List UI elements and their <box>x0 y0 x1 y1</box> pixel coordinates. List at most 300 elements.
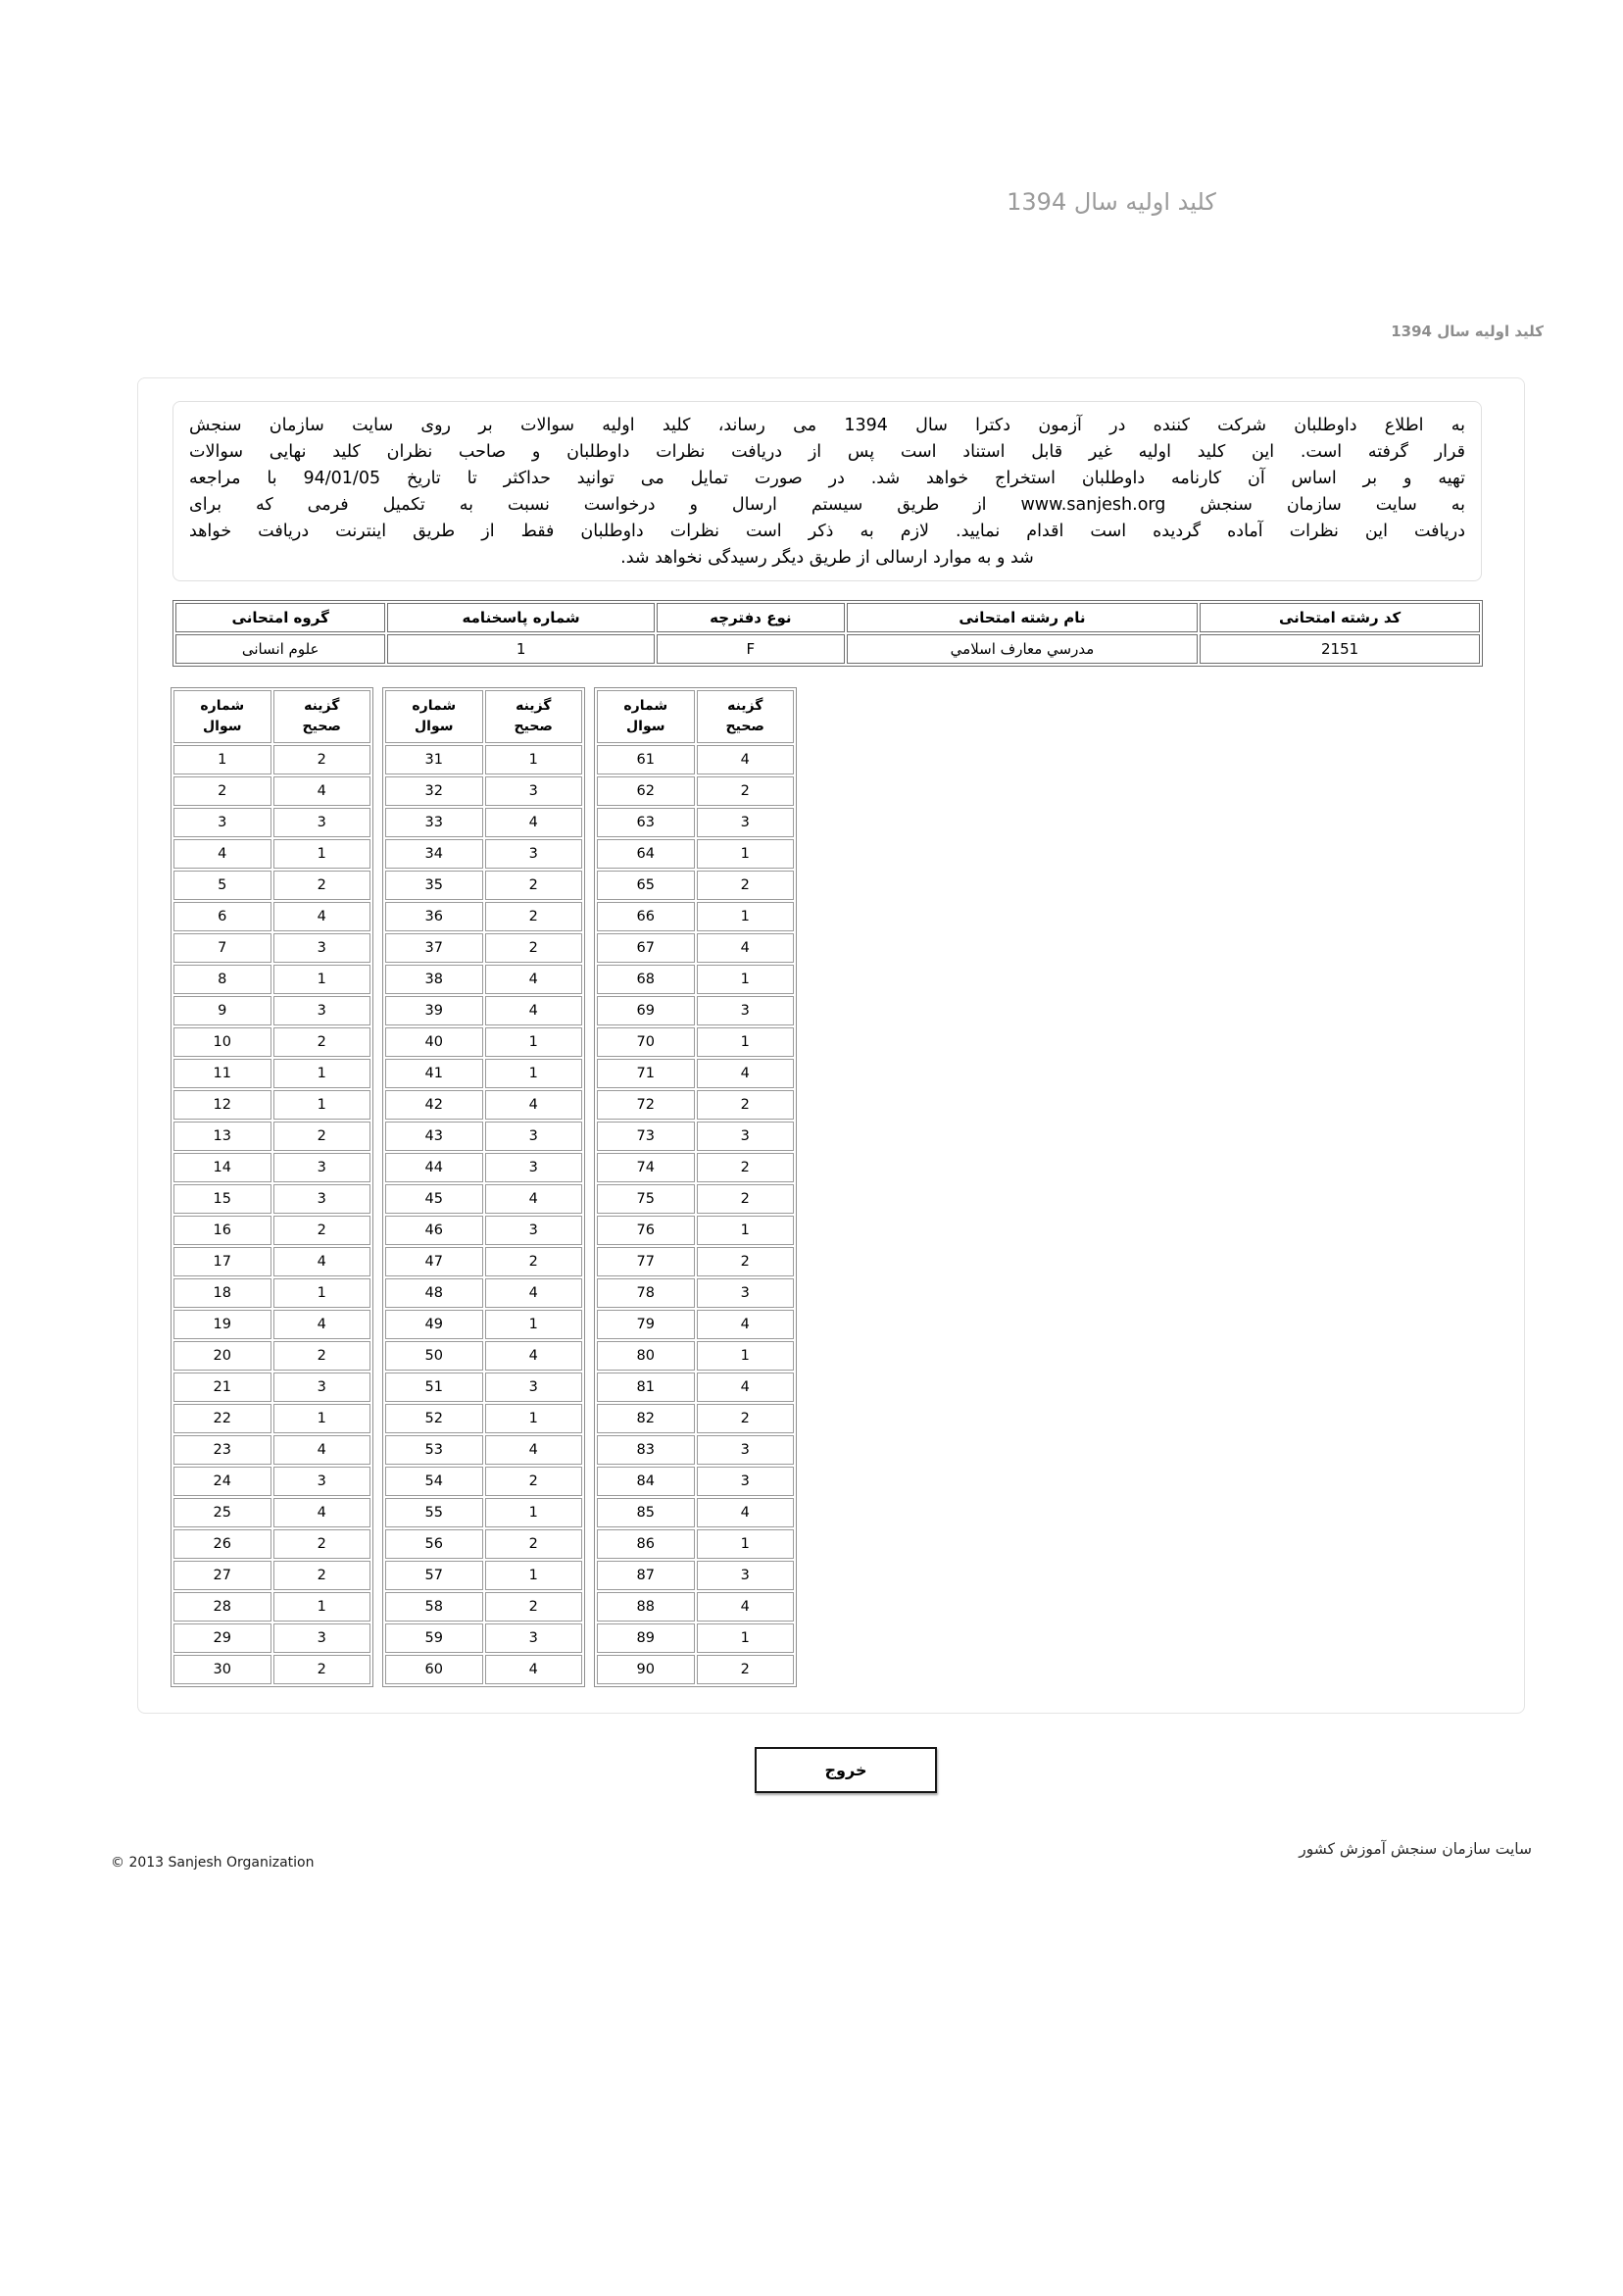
answer-key-header-row <box>173 690 370 743</box>
answer-key-row <box>597 1247 794 1276</box>
question-number-cell: 63 <box>597 808 695 837</box>
answer-key-row <box>385 1498 582 1527</box>
question-number-cell: 57 <box>385 1561 483 1590</box>
question-number-cell: 12 <box>173 1090 271 1120</box>
correct-option-cell: 4 <box>273 902 371 931</box>
answer-key-row <box>173 808 370 837</box>
question-number-cell: 45 <box>385 1184 483 1214</box>
correct-option-cell: 2 <box>485 1247 583 1276</box>
correct-option-cell: 4 <box>273 1247 371 1276</box>
correct-option-cell: 3 <box>485 1216 583 1245</box>
answer-key-row <box>597 1278 794 1308</box>
answer-key-row <box>173 1027 370 1057</box>
question-number-cell: 80 <box>597 1341 695 1371</box>
answer-key-row <box>173 1278 370 1308</box>
header-exam-group: گروه امتحانی <box>175 603 385 632</box>
correct-option-cell: 1 <box>273 965 371 994</box>
answer-key-row <box>385 996 582 1025</box>
answer-key-row <box>385 965 582 994</box>
answer-key-row <box>385 1153 582 1182</box>
answer-key-tables <box>171 687 797 1687</box>
correct-option-cell: 1 <box>697 839 795 869</box>
correct-option-cell: 3 <box>697 808 795 837</box>
page-title: کلید اولیه سال 1394 <box>1007 188 1216 216</box>
answer-key-row <box>173 1090 370 1120</box>
answer-key-row <box>385 1467 582 1496</box>
question-number-cell: 25 <box>173 1498 271 1527</box>
question-number-cell: 30 <box>173 1655 271 1684</box>
question-number-cell: 79 <box>597 1310 695 1339</box>
question-number-cell: 41 <box>385 1059 483 1088</box>
question-number-cell: 54 <box>385 1467 483 1496</box>
correct-option-cell: 3 <box>485 1122 583 1151</box>
correct-option-cell: 3 <box>273 1153 371 1182</box>
correct-option-cell: 1 <box>697 1529 795 1559</box>
correct-option-cell: 3 <box>485 776 583 806</box>
correct-option-cell: 1 <box>485 1404 583 1433</box>
answer-key-row <box>173 776 370 806</box>
answer-key-row <box>597 871 794 900</box>
correct-option-cell: 1 <box>697 1341 795 1371</box>
answer-key-row <box>385 871 582 900</box>
correct-option-cell: 2 <box>273 1216 371 1245</box>
question-number-cell: 89 <box>597 1623 695 1653</box>
header-exam-field-code: کد رشته امتحانی <box>1200 603 1480 632</box>
correct-option-cell: 4 <box>697 933 795 963</box>
question-number-cell: 74 <box>597 1153 695 1182</box>
question-number-cell: 53 <box>385 1435 483 1465</box>
answer-key-row <box>597 808 794 837</box>
correct-option-cell: 1 <box>485 745 583 774</box>
notice-line: شد و به موارد ارسالی از طریق دیگر رسیدگی نخواهد شد. <box>620 548 1034 568</box>
correct-option-cell: 4 <box>697 1310 795 1339</box>
answer-key-row <box>597 1561 794 1590</box>
question-number-cell: 14 <box>173 1153 271 1182</box>
question-number-cell: 70 <box>597 1027 695 1057</box>
question-number-cell: 6 <box>173 902 271 931</box>
question-number-cell: 68 <box>597 965 695 994</box>
answer-key-row <box>597 902 794 931</box>
question-number-cell: 59 <box>385 1623 483 1653</box>
question-number-cell: 24 <box>173 1467 271 1496</box>
correct-option-cell: 3 <box>697 1561 795 1590</box>
header-correct-option: گزینه صحیح <box>697 690 795 743</box>
question-number-cell: 48 <box>385 1278 483 1308</box>
question-number-cell: 85 <box>597 1498 695 1527</box>
question-number-cell: 22 <box>173 1404 271 1433</box>
question-number-cell: 46 <box>385 1216 483 1245</box>
notice-line: به سایت سازمان سنجش www.sanjesh.org از طریق سیستم ارسال و درخواست نسبت به تکمیل فرمی که برای <box>189 495 1465 515</box>
answer-key-row <box>597 1153 794 1182</box>
correct-option-cell: 3 <box>273 933 371 963</box>
correct-option-cell: 2 <box>273 1655 371 1684</box>
answer-key-row <box>597 933 794 963</box>
answer-key-row <box>597 1216 794 1245</box>
correct-option-cell: 1 <box>273 1404 371 1433</box>
answer-key-row <box>173 1655 370 1684</box>
question-number-cell: 15 <box>173 1184 271 1214</box>
correct-option-cell: 1 <box>273 1592 371 1622</box>
correct-option-cell: 2 <box>697 1655 795 1684</box>
answer-key-row <box>597 1122 794 1151</box>
correct-option-cell: 3 <box>697 1122 795 1151</box>
notice-box <box>172 401 1482 581</box>
main-panel <box>137 377 1525 1714</box>
answer-key-row <box>385 839 582 869</box>
answer-key-row <box>385 1623 582 1653</box>
answer-key-row <box>173 839 370 869</box>
question-number-cell: 64 <box>597 839 695 869</box>
question-number-cell: 77 <box>597 1247 695 1276</box>
answer-key-row <box>597 1310 794 1339</box>
correct-option-cell: 4 <box>485 996 583 1025</box>
correct-option-cell: 4 <box>485 965 583 994</box>
header-exam-field-name: نام رشته امتحانی <box>847 603 1199 632</box>
correct-option-cell: 2 <box>485 902 583 931</box>
question-number-cell: 52 <box>385 1404 483 1433</box>
correct-option-cell: 2 <box>697 1153 795 1182</box>
question-number-cell: 49 <box>385 1310 483 1339</box>
correct-option-cell: 2 <box>485 1467 583 1496</box>
question-number-cell: 36 <box>385 902 483 931</box>
question-number-cell: 84 <box>597 1467 695 1496</box>
header-question-number: شماره سوال <box>173 690 271 743</box>
question-number-cell: 3 <box>173 808 271 837</box>
answer-key-header-row <box>597 690 794 743</box>
answer-key-row <box>597 1404 794 1433</box>
question-number-cell: 51 <box>385 1373 483 1402</box>
question-number-cell: 2 <box>173 776 271 806</box>
answer-key-table-2 <box>382 687 585 1687</box>
correct-option-cell: 1 <box>697 1027 795 1057</box>
answer-key-row <box>385 1059 582 1088</box>
answer-key-row <box>173 1435 370 1465</box>
question-number-cell: 37 <box>385 933 483 963</box>
question-number-cell: 7 <box>173 933 271 963</box>
question-number-cell: 34 <box>385 839 483 869</box>
answer-key-row <box>597 1373 794 1402</box>
answer-key-row <box>385 1655 582 1684</box>
question-number-cell: 60 <box>385 1655 483 1684</box>
answer-key-row <box>173 933 370 963</box>
answer-key-row <box>173 1529 370 1559</box>
question-number-cell: 21 <box>173 1373 271 1402</box>
correct-option-cell: 3 <box>273 1184 371 1214</box>
question-number-cell: 1 <box>173 745 271 774</box>
answer-key-row <box>597 1027 794 1057</box>
exam-info-header-row <box>175 603 1480 632</box>
question-number-cell: 72 <box>597 1090 695 1120</box>
question-number-cell: 16 <box>173 1216 271 1245</box>
answer-key-row <box>385 1184 582 1214</box>
correct-option-cell: 3 <box>485 839 583 869</box>
answer-key-row <box>173 1059 370 1088</box>
question-number-cell: 9 <box>173 996 271 1025</box>
question-number-cell: 75 <box>597 1184 695 1214</box>
answer-key-row <box>385 1592 582 1622</box>
header-booklet-type: نوع دفترچه <box>657 603 845 632</box>
correct-option-cell: 1 <box>485 1498 583 1527</box>
value-booklet-type: F <box>657 634 845 664</box>
correct-option-cell: 4 <box>697 745 795 774</box>
question-number-cell: 10 <box>173 1027 271 1057</box>
question-number-cell: 90 <box>597 1655 695 1684</box>
value-exam-field-name: مدرسي معارف اسلامي <box>847 634 1199 664</box>
answer-key-row <box>385 1216 582 1245</box>
question-number-cell: 65 <box>597 871 695 900</box>
answer-key-row <box>173 1561 370 1590</box>
question-number-cell: 47 <box>385 1247 483 1276</box>
header-answersheet-number: شماره پاسخنامه <box>387 603 655 632</box>
answer-key-row <box>385 1404 582 1433</box>
answer-key-row <box>385 933 582 963</box>
correct-option-cell: 1 <box>697 902 795 931</box>
correct-option-cell: 2 <box>485 871 583 900</box>
question-number-cell: 58 <box>385 1592 483 1622</box>
correct-option-cell: 4 <box>485 1278 583 1308</box>
correct-option-cell: 4 <box>273 1310 371 1339</box>
question-number-cell: 44 <box>385 1153 483 1182</box>
correct-option-cell: 1 <box>485 1310 583 1339</box>
question-number-cell: 18 <box>173 1278 271 1308</box>
question-number-cell: 40 <box>385 1027 483 1057</box>
correct-option-cell: 3 <box>697 996 795 1025</box>
correct-option-cell: 3 <box>273 1373 371 1402</box>
correct-option-cell: 2 <box>697 776 795 806</box>
header-correct-option: گزینه صحیح <box>485 690 583 743</box>
answer-key-row <box>385 1435 582 1465</box>
footer-copyright: © 2013 Sanjesh Organization <box>111 1855 315 1871</box>
answer-key-row <box>173 1498 370 1527</box>
answer-key-row <box>173 1310 370 1339</box>
exit-button[interactable]: خروج <box>755 1747 937 1793</box>
correct-option-cell: 2 <box>485 933 583 963</box>
question-number-cell: 62 <box>597 776 695 806</box>
question-number-cell: 38 <box>385 965 483 994</box>
correct-option-cell: 2 <box>273 1122 371 1151</box>
correct-option-cell: 4 <box>485 1184 583 1214</box>
answer-key-row <box>173 871 370 900</box>
question-number-cell: 86 <box>597 1529 695 1559</box>
question-number-cell: 13 <box>173 1122 271 1151</box>
correct-option-cell: 3 <box>697 1467 795 1496</box>
answer-key-row <box>173 996 370 1025</box>
question-number-cell: 71 <box>597 1059 695 1088</box>
correct-option-cell: 1 <box>697 1623 795 1653</box>
correct-option-cell: 2 <box>273 745 371 774</box>
answer-key-table-3 <box>594 687 797 1687</box>
question-number-cell: 32 <box>385 776 483 806</box>
question-number-cell: 55 <box>385 1498 483 1527</box>
answer-key-row <box>385 1247 582 1276</box>
answer-key-row <box>385 1529 582 1559</box>
answer-key-row <box>385 1122 582 1151</box>
answer-key-row <box>385 1310 582 1339</box>
answer-key-row <box>597 1498 794 1527</box>
question-number-cell: 39 <box>385 996 483 1025</box>
notice-line: به اطلاع داوطلبان شرکت کننده در آزمون دکترا سال 1394 می رساند، کلید اولیه سوالات بر روی سایت سازمان سنجش <box>189 416 1465 435</box>
question-number-cell: 87 <box>597 1561 695 1590</box>
answer-key-row <box>385 902 582 931</box>
correct-option-cell: 4 <box>273 776 371 806</box>
correct-option-cell: 1 <box>273 1059 371 1088</box>
question-number-cell: 88 <box>597 1592 695 1622</box>
question-number-cell: 20 <box>173 1341 271 1371</box>
question-number-cell: 26 <box>173 1529 271 1559</box>
notice-line: دریافت این نظرات آماده گردیده است اقدام نمایید. لازم به ذکر است نظرات داوطلبان فقط از طریق اینترنت دریافت خواهد <box>189 522 1465 541</box>
question-number-cell: 67 <box>597 933 695 963</box>
question-number-cell: 27 <box>173 1561 271 1590</box>
correct-option-cell: 2 <box>697 1404 795 1433</box>
question-number-cell: 69 <box>597 996 695 1025</box>
notice-line: تهیه و بر اساس آن کارنامه داوطلبان استخراج خواهد شد. در صورت تمایل می توانید حداکثر تا تاریخ 94/01/05 با مراجعه <box>189 469 1465 488</box>
answer-key-row <box>173 1122 370 1151</box>
answer-key-row <box>597 1341 794 1371</box>
question-number-cell: 73 <box>597 1122 695 1151</box>
correct-option-cell: 2 <box>273 1341 371 1371</box>
question-number-cell: 8 <box>173 965 271 994</box>
question-number-cell: 23 <box>173 1435 271 1465</box>
question-number-cell: 11 <box>173 1059 271 1088</box>
answer-key-table-1 <box>171 687 373 1687</box>
answer-key-row <box>173 1184 370 1214</box>
question-number-cell: 19 <box>173 1310 271 1339</box>
answer-key-row <box>173 1153 370 1182</box>
question-number-cell: 17 <box>173 1247 271 1276</box>
correct-option-cell: 1 <box>273 1278 371 1308</box>
answer-key-row <box>173 745 370 774</box>
footer-site-name: سایت سازمان سنجش آموزش کشور <box>1299 1840 1532 1858</box>
question-number-cell: 42 <box>385 1090 483 1120</box>
answer-key-row <box>173 1592 370 1622</box>
correct-option-cell: 1 <box>485 1059 583 1088</box>
question-number-cell: 82 <box>597 1404 695 1433</box>
question-number-cell: 4 <box>173 839 271 869</box>
answer-key-row <box>597 965 794 994</box>
answer-key-row <box>173 965 370 994</box>
question-number-cell: 81 <box>597 1373 695 1402</box>
question-number-cell: 43 <box>385 1122 483 1151</box>
answer-key-row <box>597 839 794 869</box>
question-number-cell: 29 <box>173 1623 271 1653</box>
answer-key-row <box>597 1592 794 1622</box>
correct-option-cell: 4 <box>273 1435 371 1465</box>
answer-key-row <box>173 1467 370 1496</box>
correct-option-cell: 3 <box>485 1153 583 1182</box>
answer-key-row <box>173 1373 370 1402</box>
header-question-number: شماره سوال <box>385 690 483 743</box>
answer-key-row <box>173 1216 370 1245</box>
answer-key-row <box>385 1278 582 1308</box>
answer-key-row <box>385 776 582 806</box>
answer-key-row <box>597 1623 794 1653</box>
question-number-cell: 66 <box>597 902 695 931</box>
correct-option-cell: 1 <box>485 1027 583 1057</box>
answer-key-row <box>597 1655 794 1684</box>
question-number-cell: 31 <box>385 745 483 774</box>
answer-key-row <box>597 1059 794 1088</box>
question-number-cell: 76 <box>597 1216 695 1245</box>
correct-option-cell: 3 <box>485 1623 583 1653</box>
correct-option-cell: 4 <box>485 1435 583 1465</box>
exam-info-value-row <box>175 634 1480 664</box>
correct-option-cell: 2 <box>273 1529 371 1559</box>
correct-option-cell: 4 <box>485 1655 583 1684</box>
answer-key-row <box>385 1341 582 1371</box>
correct-option-cell: 3 <box>697 1278 795 1308</box>
correct-option-cell: 1 <box>485 1561 583 1590</box>
correct-option-cell: 1 <box>697 965 795 994</box>
answer-key-row <box>597 1184 794 1214</box>
correct-option-cell: 1 <box>273 1090 371 1120</box>
correct-option-cell: 4 <box>485 808 583 837</box>
answer-key-row <box>597 996 794 1025</box>
question-number-cell: 5 <box>173 871 271 900</box>
correct-option-cell: 2 <box>273 1027 371 1057</box>
answer-key-row <box>597 1435 794 1465</box>
correct-option-cell: 3 <box>273 996 371 1025</box>
answer-key-row <box>173 1247 370 1276</box>
answer-key-row <box>385 1373 582 1402</box>
answer-key-row <box>385 1561 582 1590</box>
header-question-number: شماره سوال <box>597 690 695 743</box>
answer-key-row <box>597 1467 794 1496</box>
answer-key-row <box>597 776 794 806</box>
question-number-cell: 28 <box>173 1592 271 1622</box>
correct-option-cell: 1 <box>697 1216 795 1245</box>
correct-option-cell: 4 <box>273 1498 371 1527</box>
correct-option-cell: 3 <box>273 808 371 837</box>
correct-option-cell: 2 <box>697 1090 795 1120</box>
question-number-cell: 78 <box>597 1278 695 1308</box>
correct-option-cell: 2 <box>697 871 795 900</box>
correct-option-cell: 4 <box>485 1341 583 1371</box>
answer-key-row <box>597 745 794 774</box>
value-answersheet-number: 1 <box>387 634 655 664</box>
correct-option-cell: 4 <box>697 1592 795 1622</box>
answer-key-row <box>173 1404 370 1433</box>
notice-line: قرار گرفته است. این کلید اولیه غیر قابل استناد است پس از دریافت نظرات داوطلبان و صاحب نظران کلید نهایی سوالات <box>189 442 1465 462</box>
correct-option-cell: 3 <box>485 1373 583 1402</box>
exam-info-table <box>172 600 1483 667</box>
answer-key-row <box>597 1529 794 1559</box>
answer-key-row <box>173 1341 370 1371</box>
correct-option-cell: 2 <box>697 1247 795 1276</box>
correct-option-cell: 3 <box>273 1467 371 1496</box>
correct-option-cell: 3 <box>697 1435 795 1465</box>
value-exam-group: علوم انسانی <box>175 634 385 664</box>
correct-option-cell: 3 <box>273 1623 371 1653</box>
answer-key-row <box>597 1090 794 1120</box>
answer-key-row <box>385 1027 582 1057</box>
correct-option-cell: 4 <box>697 1059 795 1088</box>
value-exam-field-code: 2151 <box>1200 634 1480 664</box>
correct-option-cell: 2 <box>485 1592 583 1622</box>
correct-option-cell: 2 <box>697 1184 795 1214</box>
correct-option-cell: 2 <box>273 871 371 900</box>
correct-option-cell: 2 <box>273 1561 371 1590</box>
question-number-cell: 61 <box>597 745 695 774</box>
answer-key-row <box>385 1090 582 1120</box>
question-number-cell: 50 <box>385 1341 483 1371</box>
answer-key-row <box>173 902 370 931</box>
question-number-cell: 83 <box>597 1435 695 1465</box>
correct-option-cell: 4 <box>485 1090 583 1120</box>
correct-option-cell: 2 <box>485 1529 583 1559</box>
correct-option-cell: 1 <box>273 839 371 869</box>
question-number-cell: 35 <box>385 871 483 900</box>
question-number-cell: 56 <box>385 1529 483 1559</box>
